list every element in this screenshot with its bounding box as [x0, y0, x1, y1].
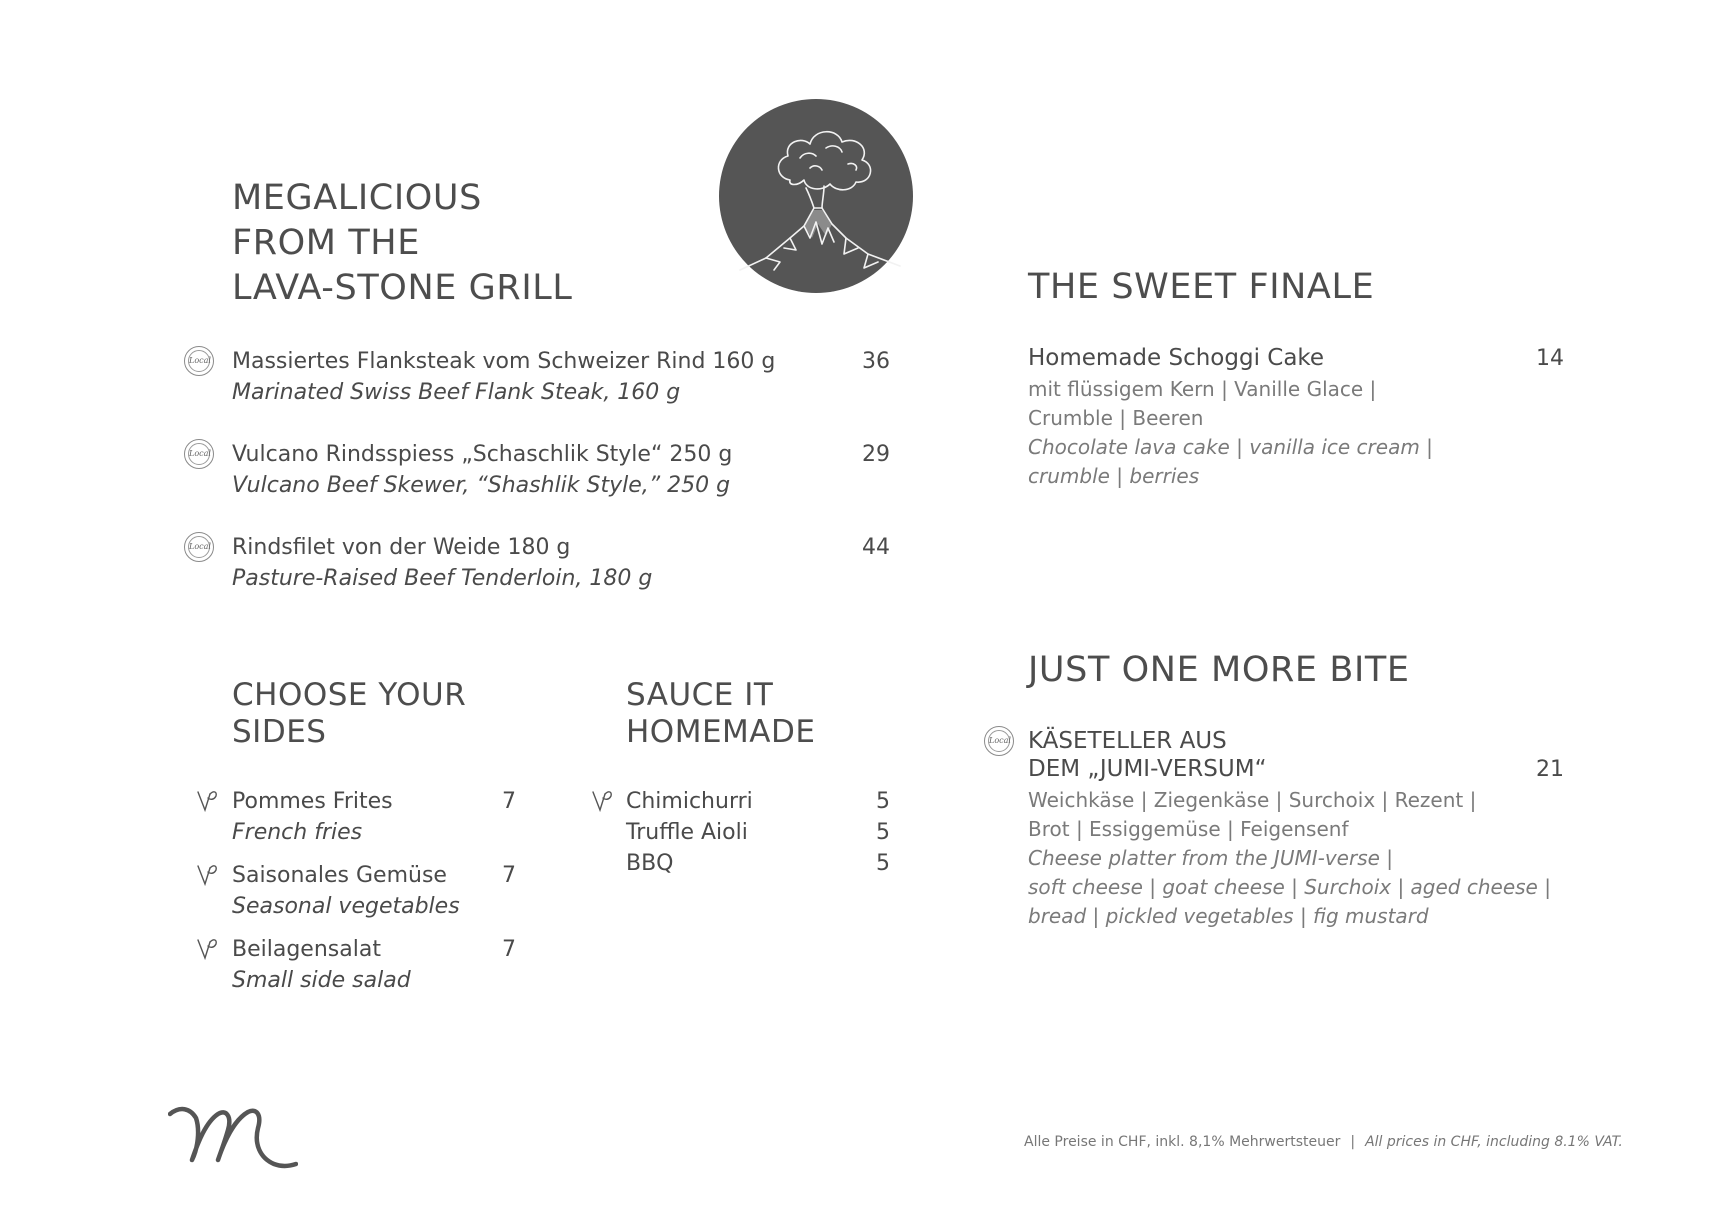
grill-item-english: Marinated Swiss Beef Flank Steak, 160 g: [232, 380, 681, 405]
grill-item-price: 44: [862, 535, 890, 560]
cheese-item-description: Brot | Essiggemüse | Feigensenf: [1028, 817, 1349, 841]
local-badge-label: Local: [188, 536, 210, 558]
cheese-item-name: DEM „JUMI-VERSUM“: [1028, 756, 1267, 782]
sauce-item: [626, 848, 890, 879]
grill-heading-line-3: LAVA-STONE GRILL: [232, 268, 573, 308]
sauce-item-price: 5: [876, 851, 890, 876]
grill-heading: [232, 176, 572, 311]
sauce-item-name: Chimichurri: [626, 789, 753, 814]
sauces-heading: [626, 677, 815, 751]
sauce-item-price: 5: [876, 820, 890, 845]
sides-heading-line-1: CHOOSE YOUR: [232, 677, 467, 713]
cheese-item: [984, 726, 1588, 942]
sides-heading-line-2: SIDES: [232, 714, 327, 750]
price-footnote-english: All prices in CHF, including 8.1% VAT.: [1365, 1134, 1623, 1150]
local-badge-icon: [184, 439, 214, 469]
m-script-logo-icon: [168, 1100, 298, 1170]
local-badge-label: Local: [188, 350, 210, 372]
dessert-item-description: Crumble | Beeren: [1028, 406, 1204, 430]
side-item-name: Saisonales Gemüse: [232, 863, 447, 888]
grill-heading-line-2: FROM THE: [232, 223, 420, 263]
cheese-item-name: KÄSETELLER AUS: [1028, 728, 1227, 754]
dessert-item-price: 14: [1536, 346, 1564, 371]
volcano-icon: [718, 98, 914, 294]
dessert-item-english: crumble | berries: [1028, 464, 1200, 488]
side-item-english: French fries: [232, 820, 363, 845]
dessert-item-english: Chocolate lava cake | vanilla ice cream |: [1028, 435, 1433, 459]
cheese-item-price: 21: [1536, 757, 1564, 782]
grill-item-english: Vulcano Beef Skewer, “Shashlik Style,” 250 g: [232, 473, 731, 498]
sauces-heading-line-2: HOMEMADE: [626, 714, 816, 750]
volcano-illustration: [718, 98, 914, 294]
side-item-price: 7: [502, 863, 516, 888]
price-footnote-separator: |: [1350, 1134, 1356, 1150]
side-item-name: Pommes Frites: [232, 789, 393, 814]
sauce-item-price: 5: [876, 789, 890, 814]
dessert-item: [1028, 343, 1588, 493]
dessert-item-name: Homemade Schoggi Cake: [1028, 345, 1325, 371]
brand-logo: [168, 1100, 298, 1170]
dessert-item-description: mit flüssigem Kern | Vanille Glace |: [1028, 377, 1377, 401]
cheese-item-english: Cheese platter from the JUMI-verse |: [1028, 846, 1394, 870]
sauce-item: [626, 786, 890, 817]
cheese-item-english: bread | pickled vegetables | fig mustard: [1028, 904, 1429, 928]
grill-item-english: Pasture-Raised Beef Tenderloin, 180 g: [232, 566, 653, 591]
grill-item-price: 29: [862, 442, 890, 467]
side-item-price: 7: [502, 937, 516, 962]
vegan-leaf-icon: [196, 862, 218, 888]
vegan-leaf-icon: [196, 936, 218, 962]
price-footnote: [1024, 1134, 1623, 1150]
cheese-item-english: soft cheese | goat cheese | Surchoix | aged cheese |: [1028, 875, 1551, 899]
sides-heading: [232, 677, 466, 751]
cheese-item-description: Weichkäse | Ziegenkäse | Surchoix | Rezent |: [1028, 788, 1477, 812]
side-item-price: 7: [502, 789, 516, 814]
side-item-english: Seasonal vegetables: [232, 894, 460, 919]
local-badge-icon: [184, 346, 214, 376]
grill-heading-line-1: MEGALICIOUS: [232, 178, 482, 218]
grill-item-name: Rindsfilet von der Weide 180 g: [232, 535, 571, 560]
sauce-item-name: BBQ: [626, 851, 674, 876]
sauce-item-name: Truffle Aioli: [626, 820, 748, 845]
sauces-heading-line-1: SAUCE IT: [626, 677, 774, 713]
cheese-heading: JUST ONE MORE BITE: [1028, 650, 1410, 690]
local-badge-icon: [184, 532, 214, 562]
local-badge-label: Local: [988, 730, 1010, 752]
sauce-item: [626, 817, 890, 848]
vegan-leaf-icon: [591, 788, 613, 814]
price-footnote-german: Alle Preise in CHF, inkl. 8,1% Mehrwertsteuer: [1024, 1134, 1341, 1150]
grill-item-price: 36: [862, 349, 890, 374]
grill-item-name: Massiertes Flanksteak vom Schweizer Rind 160 g: [232, 349, 776, 374]
local-badge-icon: [984, 726, 1014, 756]
grill-item-name: Vulcano Rindsspiess „Schaschlik Style“ 250 g: [232, 442, 733, 467]
side-item-english: Small side salad: [232, 968, 411, 993]
vegan-leaf-icon: [196, 788, 218, 814]
local-badge-label: Local: [188, 443, 210, 465]
dessert-heading: THE SWEET FINALE: [1028, 267, 1375, 307]
side-item-name: Beilagensalat: [232, 937, 381, 962]
